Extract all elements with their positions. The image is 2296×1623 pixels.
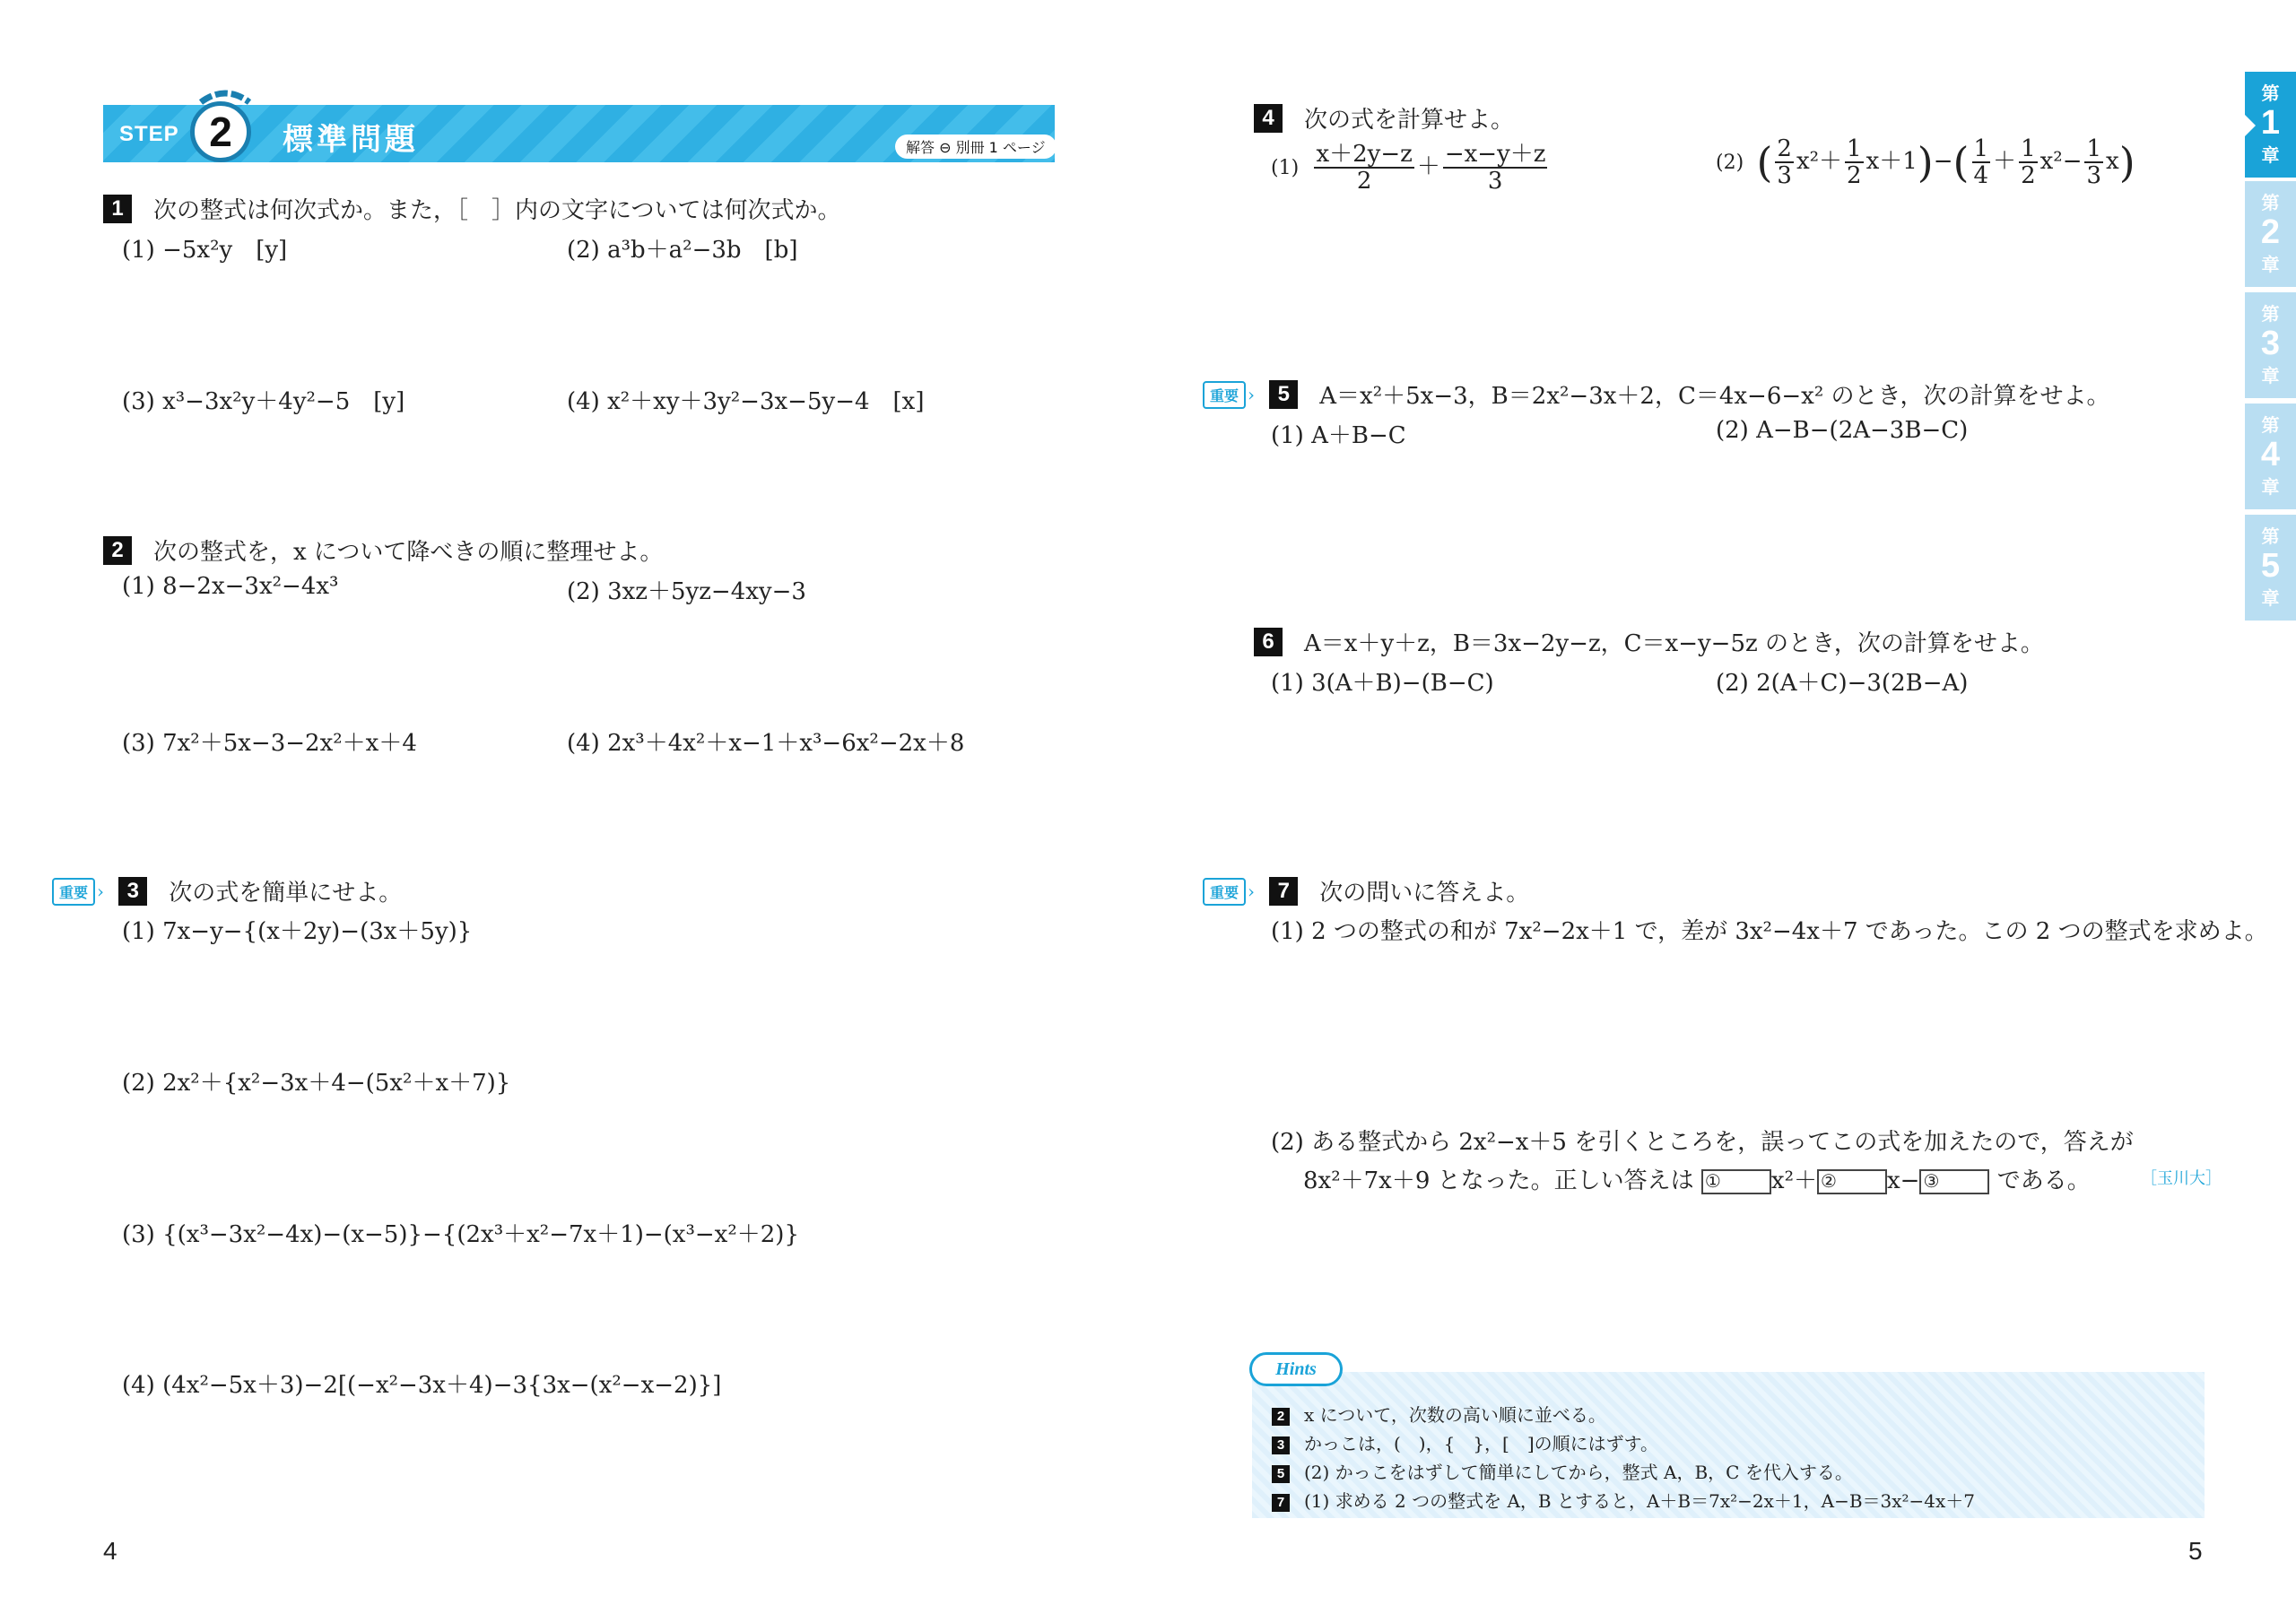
question-5: [1203, 378, 2109, 411]
question-text: 次の整式は何次式か。また，［ ］内の文字については何次式か。: [153, 197, 841, 224]
question-text: A＝x²＋5x−3，B＝2x²−3x＋2，C＝4x−6−x² のとき，次の計算をせよ。: [1319, 383, 2110, 410]
answer-box-3[interactable]: ③: [1919, 1169, 1989, 1194]
question-number: 3: [118, 877, 147, 906]
question-number: 4: [1254, 104, 1283, 133]
chapter-tab-5[interactable]: 第 5 章: [2245, 515, 2296, 621]
question-3: [52, 874, 402, 907]
step-number: 2: [190, 101, 251, 162]
hint-item: 2 x について，次数の高い順に並べる。: [1272, 1401, 1606, 1427]
step-label: STEP: [119, 122, 179, 146]
question-1-item-4: (4) x²＋xy＋3y²−3x−5y−4 [x]: [567, 388, 925, 415]
question-text: A＝x＋y＋z，B＝3x−2y−z，C＝x−y−5z のとき，次の計算をせよ。: [1304, 630, 2044, 657]
question-3-item-3: (3) {(x³−3x²−4x)−(x−5)}−{(2x³＋x²−7x＋1)−(x³−x²＋2)}: [122, 1221, 799, 1248]
page-number-right: 5: [2188, 1537, 2203, 1565]
question-3-item-1: (1) 7x−y−{(x＋2y)−(3x＋5y)}: [122, 918, 473, 945]
hint-item: 3 かっこは，( )，{ }，[ ]の順にはずす。: [1272, 1429, 1658, 1455]
question-6-item-2: (2) 2(A＋C)−3(2B−A): [1716, 670, 1969, 697]
fraction: $\frac{x+2y-z}{2}$: [1316, 141, 1413, 195]
answer-box-2[interactable]: ②: [1817, 1169, 1887, 1194]
question-7-item-1: (1) 2 つの整式の和が 7x²−2x＋1 で，差が 3x²−4x＋7 であった。この 2 つの整式を求めよ。: [1271, 918, 2268, 945]
important-badge: 重要: [52, 878, 95, 906]
question-6: [1254, 625, 2044, 658]
answer-box-1[interactable]: ①: [1701, 1169, 1771, 1194]
hint-item: 5 (2) かっこをはずして簡単にしてから，整式 A，B，C を代入する。: [1272, 1458, 1853, 1484]
question-number: 2: [103, 536, 132, 565]
hint-item: 7 (1) 求める 2 つの整式を A，B とすると，A＋B＝7x²−2x＋1，A−B＝3x²−4x＋7: [1272, 1487, 1975, 1513]
chapter-tab-2[interactable]: 第 2 章: [2245, 181, 2296, 287]
question-7-item-2-line-1: (2) ある整式から 2x²−x＋5 を引くところを，誤ってこの式を加えたので，答えが: [1271, 1129, 2134, 1156]
question-text: 次の問いに答えよ。: [1319, 880, 1530, 907]
question-number: 6: [1254, 628, 1283, 656]
chevron-right-icon: ›: [97, 880, 105, 902]
question-6-item-1: (1) 3(A＋B)−(B−C): [1271, 670, 1494, 697]
question-number: 5: [1269, 380, 1298, 409]
question-number: 1: [103, 195, 132, 223]
question-2: [103, 534, 663, 567]
answer-reference: 解答 ⊖ 別冊 1 ページ: [895, 135, 1057, 159]
question-7: [1203, 874, 1529, 907]
question-1: [103, 192, 840, 225]
question-5-item-2: (2) A−B−(2A−3B−C): [1716, 417, 1969, 444]
page-number-left: 4: [103, 1537, 117, 1565]
question-7-item-2-line-2: 8x²＋7x＋9 となった。正しい答えは ① x²＋ ② x− ③ である。: [1303, 1167, 2091, 1194]
question-4-item-2: (2) ( $\frac{2}{3}$ x²＋ $\frac{1}{2}$ x＋1)−( $\frac{1}{4}$ ＋ $\frac{1}{2}$ x²− $\frac{1}{3}$ x): [1716, 135, 2135, 189]
question-3-item-4: (4) (4x²−5x＋3)−2[(−x²−3x＋4)−3{3x−(x²−x−2)}]: [122, 1372, 722, 1399]
important-badge: 重要: [1203, 878, 1246, 906]
question-2-item-3: (3) 7x²＋5x−3−2x²＋x＋4: [122, 730, 417, 757]
question-2-item-4: (4) 2x³＋4x²＋x−1＋x³−6x²−2x＋8: [567, 730, 965, 757]
question-1-item-3: (3) x³−3x²y＋4y²−5 [y]: [122, 388, 405, 415]
question-number: 7: [1269, 877, 1298, 906]
question-text: 次の整式を，x について降べきの順に整理せよ。: [153, 539, 664, 566]
question-text: 次の式を計算せよ。: [1304, 107, 1515, 134]
chapter-tab-1[interactable]: 第 1 章: [2245, 72, 2296, 178]
source-citation: ［玉川大］: [2141, 1169, 2222, 1188]
chevron-right-icon: ›: [1248, 880, 1256, 902]
active-tab-pointer-icon: [2245, 115, 2257, 136]
question-4: [1254, 101, 1514, 135]
question-4-item-1: (1) $\frac{x+2y-z}{2}$ ＋ $\frac{-x-y+z}{3}$: [1271, 141, 1546, 195]
fraction: $\frac{-x-y+z}{3}$: [1444, 141, 1546, 195]
chevron-right-icon: ›: [1248, 383, 1256, 405]
question-2-item-2: (2) 3xz＋5yz−4xy−3: [567, 578, 806, 605]
question-3-item-2: (2) 2x²＋{x²−3x＋4−(5x²＋x＋7)}: [122, 1070, 511, 1097]
question-text: 次の式を簡単にせよ。: [169, 880, 403, 907]
hints-tag: Hints: [1249, 1352, 1343, 1386]
question-2-item-1: (1) 8−2x−3x²−4x³: [122, 573, 339, 600]
question-1-item-2: (2) a³b＋a²−3b [b]: [567, 237, 798, 264]
chapter-tab-4[interactable]: 第 4 章: [2245, 404, 2296, 509]
question-5-item-1: (1) A＋B−C: [1271, 422, 1406, 449]
important-badge: 重要: [1203, 381, 1246, 409]
question-1-item-1: (1) −5x²y [y]: [122, 237, 288, 264]
chapter-tab-3[interactable]: 第 3 章: [2245, 292, 2296, 398]
section-title: 標準問題: [283, 122, 419, 158]
